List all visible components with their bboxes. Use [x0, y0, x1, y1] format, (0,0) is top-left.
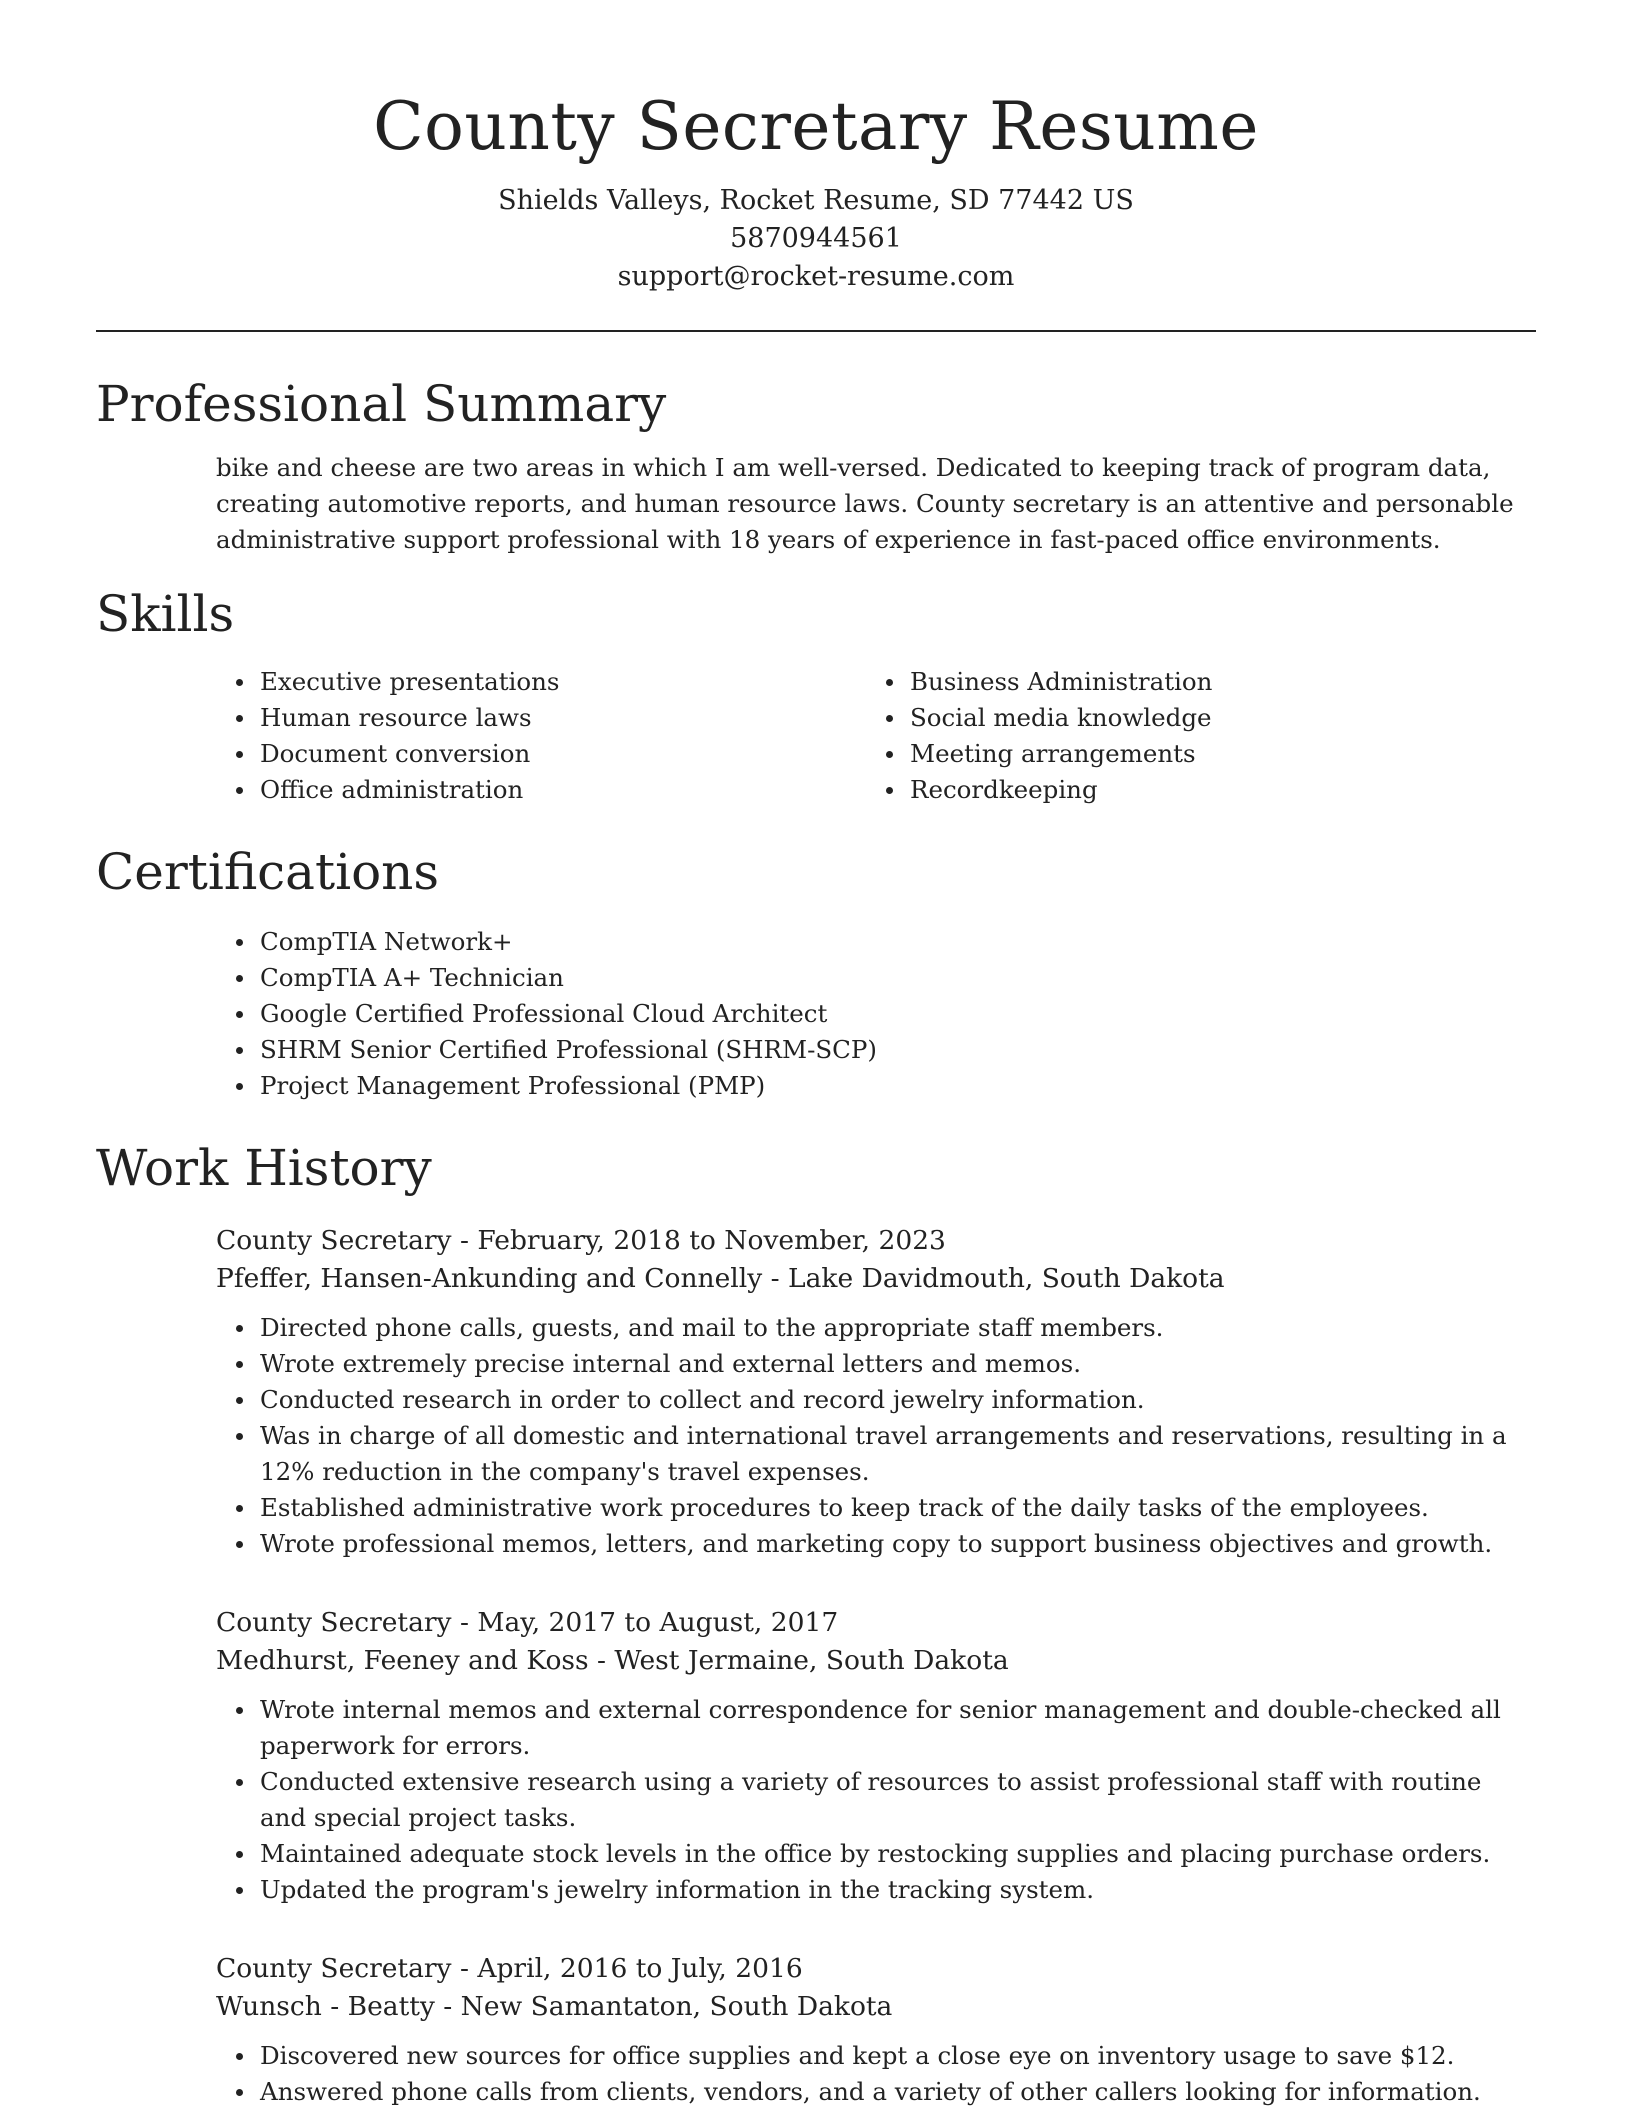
skill-item: Office administration	[260, 772, 910, 808]
skill-item: Business Administration	[910, 664, 1510, 700]
header-divider	[96, 330, 1536, 332]
job-bullets	[260, 2038, 1520, 2110]
certification-item: CompTIA A+ Technician	[260, 960, 1536, 996]
job-bullet: Maintained adequate stock levels in the office by restocking supplies and placing purchase orders.	[260, 1836, 1520, 1872]
certification-item: Project Management Professional (PMP)	[260, 1068, 1536, 1104]
contact-phone: 5870944561	[730, 223, 902, 254]
certification-item: CompTIA Network+	[260, 924, 1536, 960]
summary-heading: Professional Summary	[96, 375, 667, 433]
skills-column-left	[260, 664, 910, 808]
resume-header	[96, 0, 1536, 296]
certification-item: SHRM Senior Certified Professional (SHRM-SCP)	[260, 1032, 1536, 1068]
contact-email: support@rocket-resume.com	[617, 261, 1015, 292]
skills-grid	[96, 664, 1536, 808]
skill-item: Executive presentations	[260, 664, 910, 700]
job-entry	[216, 1604, 1536, 1908]
job-company-line: Pfeffer, Hansen-Ankunding and Connelly - Lake Davidmouth, South Dakota	[216, 1263, 1225, 1294]
job-bullet: Wrote internal memos and external correspondence for senior management and double-checked all paperwork for errors.	[260, 1692, 1520, 1764]
certifications-heading: Certifications	[96, 843, 440, 901]
job-bullet: Conducted research in order to collect and record jewelry information.	[260, 1382, 1520, 1418]
job-bullet: Answered phone calls from clients, vendors, and a variety of other callers looking for information.	[260, 2074, 1520, 2110]
job-bullet: Conducted extensive research using a variety of resources to assist professional staff with routine and special project tasks.	[260, 1764, 1520, 1836]
job-company-line: Wunsch - Beatty - New Samantaton, South Dakota	[216, 1991, 893, 2022]
certification-item: Google Certified Professional Cloud Architect	[260, 996, 1536, 1032]
certifications-list	[260, 924, 1536, 1104]
job-bullets	[260, 1310, 1520, 1562]
job-company-line: Medhurst, Feeney and Koss - West Jermaine, South Dakota	[216, 1645, 1009, 1676]
job-entry	[216, 1222, 1536, 1562]
job-title-line: County Secretary - April, 2016 to July, 2016	[216, 1953, 803, 1984]
skill-item: Social media knowledge	[910, 700, 1510, 736]
job-title-line: County Secretary - February, 2018 to November, 2023	[216, 1225, 946, 1256]
job-bullet: Directed phone calls, guests, and mail to the appropriate staff members.	[260, 1310, 1520, 1346]
skill-item: Human resource laws	[260, 700, 910, 736]
job-title-line: County Secretary - May, 2017 to August, 2017	[216, 1607, 839, 1638]
contact-address: Shields Valleys, Rocket Resume, SD 77442 US	[498, 185, 1134, 216]
skills-heading: Skills	[96, 585, 235, 643]
work-history-heading: Work History	[96, 1139, 432, 1197]
job-bullet: Wrote extremely precise internal and external letters and memos.	[260, 1346, 1520, 1382]
job-entry	[216, 1950, 1536, 2110]
job-bullet: Wrote professional memos, letters, and marketing copy to support business objectives and growth.	[260, 1526, 1520, 1562]
skill-item: Recordkeeping	[910, 772, 1510, 808]
resume-page	[96, 0, 1536, 2110]
job-bullet: Was in charge of all domestic and international travel arrangements and reservations, resulting in a 12% reduction in the company's travel expenses.	[260, 1418, 1520, 1490]
summary-text: bike and cheese are two areas in which I am well-versed. Dedicated to keeping track of program data, creating automotive reports, and human resource laws. County secretary is an attentive and personable administrative support professional with 18 years of experience in fast-paced office environments.	[216, 453, 1514, 554]
skill-item: Meeting arrangements	[910, 736, 1510, 772]
job-bullet: Updated the program's jewelry information in the tracking system.	[260, 1872, 1520, 1908]
contact-block	[96, 182, 1536, 296]
resume-title: County Secretary Resume	[373, 88, 1259, 165]
job-bullet: Discovered new sources for office supplies and kept a close eye on inventory usage to save $12.	[260, 2038, 1520, 2074]
job-bullet: Established administrative work procedures to keep track of the daily tasks of the employees.	[260, 1490, 1520, 1526]
job-bullets	[260, 1692, 1520, 1908]
skills-column-right	[910, 664, 1510, 808]
skill-item: Document conversion	[260, 736, 910, 772]
